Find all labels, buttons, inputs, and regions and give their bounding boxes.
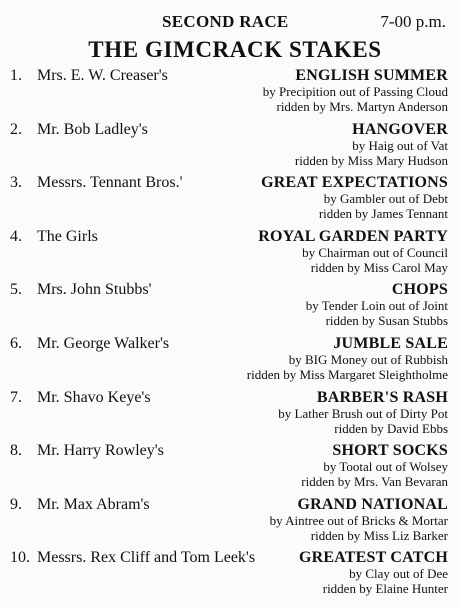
entry-rider: ridden by Miss Liz Barker (310, 528, 448, 543)
entry-owner: Mr. George Walker's (37, 335, 170, 352)
entry-owner: The Girls (37, 228, 98, 245)
entry-number: 1. (10, 67, 22, 84)
entry-number: 9. (10, 496, 22, 513)
entry-row (0, 121, 460, 177)
entry-breeding: by Tootal out of Wolsey (323, 459, 448, 474)
entry-breeding: by Precipition out of Passing Cloud (262, 84, 448, 99)
entry-number: 2. (10, 121, 22, 138)
entry-number: 4. (10, 228, 22, 245)
entry-breeding: by Clay out of Dee (349, 566, 448, 581)
entry-horse: ROYAL GARDEN PARTY (258, 228, 448, 245)
race-number: SECOND RACE (162, 12, 289, 31)
entry-owner: Mrs. John Stubbs' (37, 281, 152, 298)
entry-horse: CHOPS (391, 281, 448, 298)
entry-owner: Mr. Bob Ladley's (37, 121, 148, 138)
entry-horse: SHORT SOCKS (332, 442, 448, 459)
entry-rider: ridden by Miss Mary Hudson (294, 153, 448, 168)
entry-horse: GREATEST CATCH (298, 549, 448, 566)
entry-number: 8. (10, 442, 22, 459)
entry-horse: GREAT EXPECTATIONS (261, 174, 448, 191)
entry-row (0, 174, 460, 230)
entry-rider: ridden by Miss Carol May (310, 260, 448, 275)
entry-horse: HANGOVER (352, 121, 448, 138)
entry-row (0, 549, 460, 605)
entry-rider: ridden by Elaine Hunter (322, 581, 448, 596)
entry-horse: BARBER'S RASH (316, 389, 448, 406)
entry-breeding: by Lather Brush out of Dirty Pot (278, 406, 448, 421)
entry-owner: Mr. Shavo Keye's (37, 389, 151, 406)
entry-row (0, 496, 460, 552)
entry-horse: JUMBLE SALE (333, 335, 448, 352)
entry-row (0, 228, 460, 284)
entry-breeding: by Gambler out of Debt (323, 191, 448, 206)
race-time: 7-00 p.m. (380, 12, 446, 31)
entry-number: 10. (10, 549, 30, 566)
race-title: THE GIMCRACK STAKES (88, 37, 382, 62)
entry-breeding: by Tender Loin out of Joint (305, 298, 448, 313)
entry-horse: ENGLISH SUMMER (295, 67, 448, 84)
entry-rider: ridden by Miss Margaret Sleightholme (246, 367, 448, 382)
entry-row (0, 335, 460, 391)
entry-breeding: by Chairman out of Council (302, 245, 448, 260)
entry-breeding: by Haig out of Vat (352, 138, 448, 153)
entry-number: 5. (10, 281, 22, 298)
entry-row (0, 389, 460, 445)
entry-row (0, 67, 460, 123)
entry-number: 3. (10, 174, 22, 191)
entry-owner: Mr. Max Abram's (37, 496, 150, 513)
entry-number: 6. (10, 335, 22, 352)
entry-rider: ridden by Mrs. Martyn Anderson (276, 99, 448, 114)
entry-owner: Mrs. E. W. Creaser's (37, 67, 168, 84)
entry-row (0, 281, 460, 337)
entry-owner: Mr. Harry Rowley's (37, 442, 164, 459)
entry-horse: GRAND NATIONAL (297, 496, 448, 513)
entry-number: 7. (10, 389, 22, 406)
entry-rider: ridden by Susan Stubbs (325, 313, 448, 328)
entry-owner: Messrs. Rex Cliff and Tom Leek's (37, 549, 256, 566)
entry-rider: ridden by Mrs. Van Bevaran (301, 474, 448, 489)
entry-breeding: by Aintree out of Bricks & Mortar (269, 513, 448, 528)
entry-rider: ridden by James Tennant (318, 206, 448, 221)
entry-breeding: by BIG Money out of Rubbish (288, 352, 448, 367)
entry-row (0, 442, 460, 498)
entry-owner: Messrs. Tennant Bros.' (37, 174, 183, 191)
entry-rider: ridden by David Ebbs (334, 421, 448, 436)
